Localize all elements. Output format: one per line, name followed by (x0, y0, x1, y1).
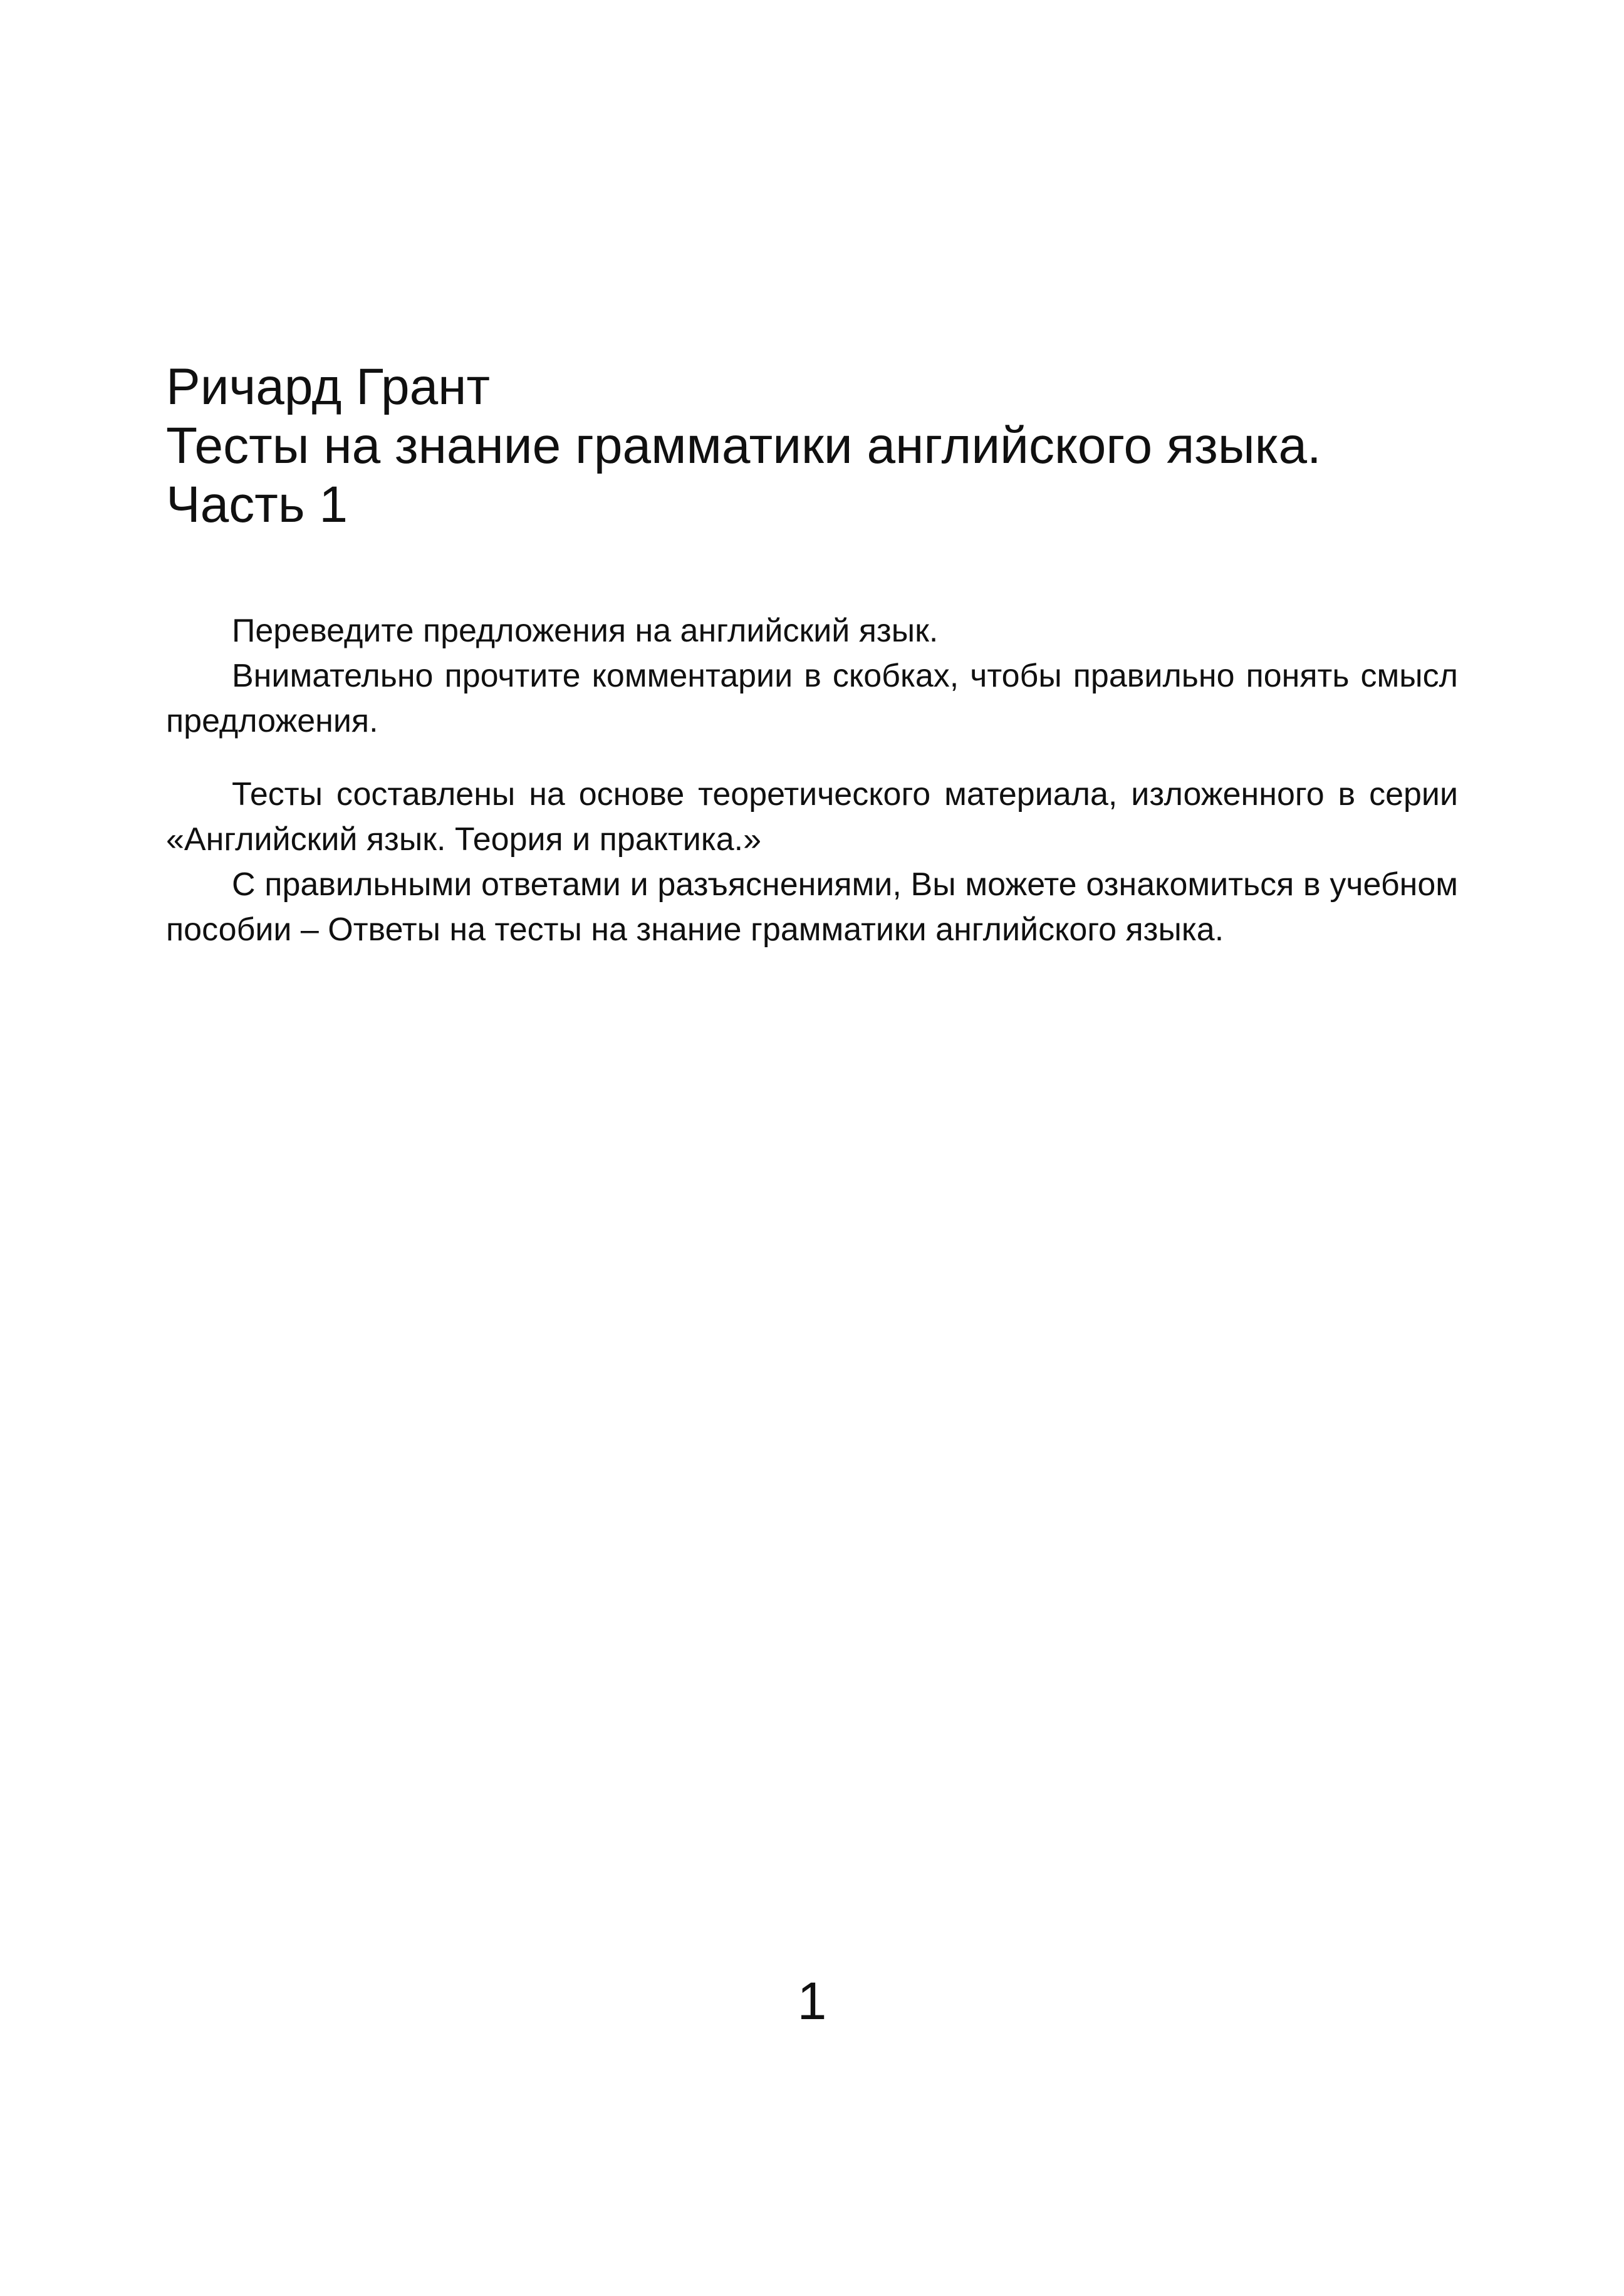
paragraph-note-2: С правильными ответами и разъяснениями, Вы можете ознакомиться в учебном пособии – Ответы на тесты на знание грамматики английского языка. (166, 866, 1458, 948)
body-text (166, 608, 1458, 952)
paragraph-note-1: Тесты составлены на основе теоретического материала, изложенного в серии «Английский язык. Теория и практика.» (166, 776, 1458, 858)
title-author-line: Ричард Грант (166, 358, 491, 415)
book-title (166, 358, 1458, 534)
title-part-line: Часть 1 (166, 476, 348, 533)
paragraph-instruction-1: Переведите предложения на английский язык. (232, 613, 939, 649)
page-number: 1 (797, 1971, 827, 2030)
title-main-line: Тесты на знание грамматики английского языка. (166, 417, 1321, 474)
paragraph-instruction-2: Внимательно прочтите комментарии в скобках, чтобы правильно понять смысл предложения. (166, 658, 1458, 739)
